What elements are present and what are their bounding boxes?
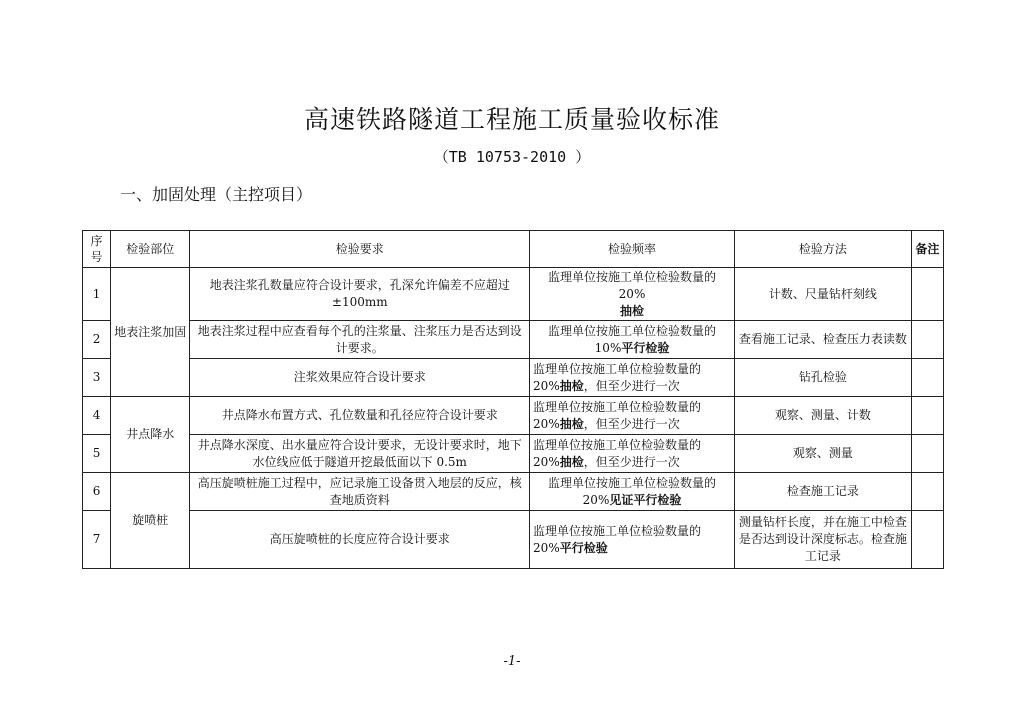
row-frequency: 监理单位按施工单位检验数量的 20%见证平行检验 [530,473,735,511]
row-note [911,321,943,359]
table-row [83,435,944,473]
row-seq: 3 [83,359,111,397]
row-frequency: 监理单位按施工单位检验数量的 20%抽检，但至少进行一次 [530,397,735,435]
table-row [83,511,944,569]
row-requirement: 地表注浆过程中应查看每个孔的注浆量、注浆压力是否达到设计要求。 [190,321,530,359]
row-seq: 7 [83,511,111,569]
group-label-jet-grouting: 旋喷桩 [111,473,190,569]
row-method: 钻孔检验 [734,359,911,397]
page-title: 高速铁路隧道工程施工质量验收标准 [303,105,720,134]
row-requirement: 地表注浆孔数量应符合设计要求，孔深允许偏差不应超过±100mm [190,268,530,321]
table-row [83,321,944,359]
row-frequency: 监理单位按施工单位检验数量的 20%抽检，但至少进行一次 [530,435,735,473]
header-frequency: 检验频率 [530,231,735,268]
section-heading: 一、加固处理（主控项目） [120,185,313,204]
table-header-row [83,231,944,268]
row-seq: 2 [83,321,111,359]
row-method: 测量钻杆长度，并在施工中检查是否达到设计深度标志。检查施工记录 [734,511,911,569]
row-method: 查看施工记录、检查压力表读数 [734,321,911,359]
table-row [83,397,944,435]
table-row [83,359,944,397]
row-frequency: 监理单位按施工单位检验数量的 20%抽检，但至少进行一次 [530,359,735,397]
row-note [911,359,943,397]
header-method: 检验方法 [734,231,911,268]
group-label-dewatering: 井点降水 [111,397,190,473]
header-part: 检验部位 [111,231,190,268]
row-seq: 1 [83,268,111,321]
row-note [911,473,943,511]
row-seq: 5 [83,435,111,473]
row-requirement: 井点降水深度、出水量应符合设计要求，无设计要求时，地下水位线应低于隧道开挖最低面以下 0.5m [190,435,530,473]
row-frequency: 监理单位按施工单位检验数量的 20%平行检验 [530,511,735,569]
row-note [911,268,943,321]
row-frequency: 监理单位按施工单位检验数量的 20% 抽检 [530,268,735,321]
row-note [911,397,943,435]
table-row [83,268,944,321]
group-label-grouting: 地表注浆加固 [111,268,190,397]
header-note: 备注 [911,231,943,268]
row-note [911,511,943,569]
row-method: 检查施工记录 [734,473,911,511]
table-row [83,473,944,511]
acceptance-table [82,230,944,569]
row-method: 观察、测量、计数 [734,397,911,435]
row-method: 计数、尺量钻杆刻线 [734,268,911,321]
row-requirement: 注浆效果应符合设计要求 [190,359,530,397]
row-method: 观察、测量 [734,435,911,473]
header-seq: 序号 [83,231,111,268]
row-requirement: 井点降水布置方式、孔位数量和孔径应符合设计要求 [190,397,530,435]
standard-code: （TB 10753-2010 ） [433,148,591,166]
row-frequency: 监理单位按施工单位检验数量的 10%平行检验 [530,321,735,359]
row-note [911,435,943,473]
row-requirement: 高压旋喷桩施工过程中，应记录施工设备贯入地层的反应，核查地质资料 [190,473,530,511]
page-number: -1- [503,654,521,669]
row-seq: 6 [83,473,111,511]
row-requirement: 高压旋喷桩的长度应符合设计要求 [190,511,530,569]
row-seq: 4 [83,397,111,435]
header-requirement: 检验要求 [190,231,530,268]
